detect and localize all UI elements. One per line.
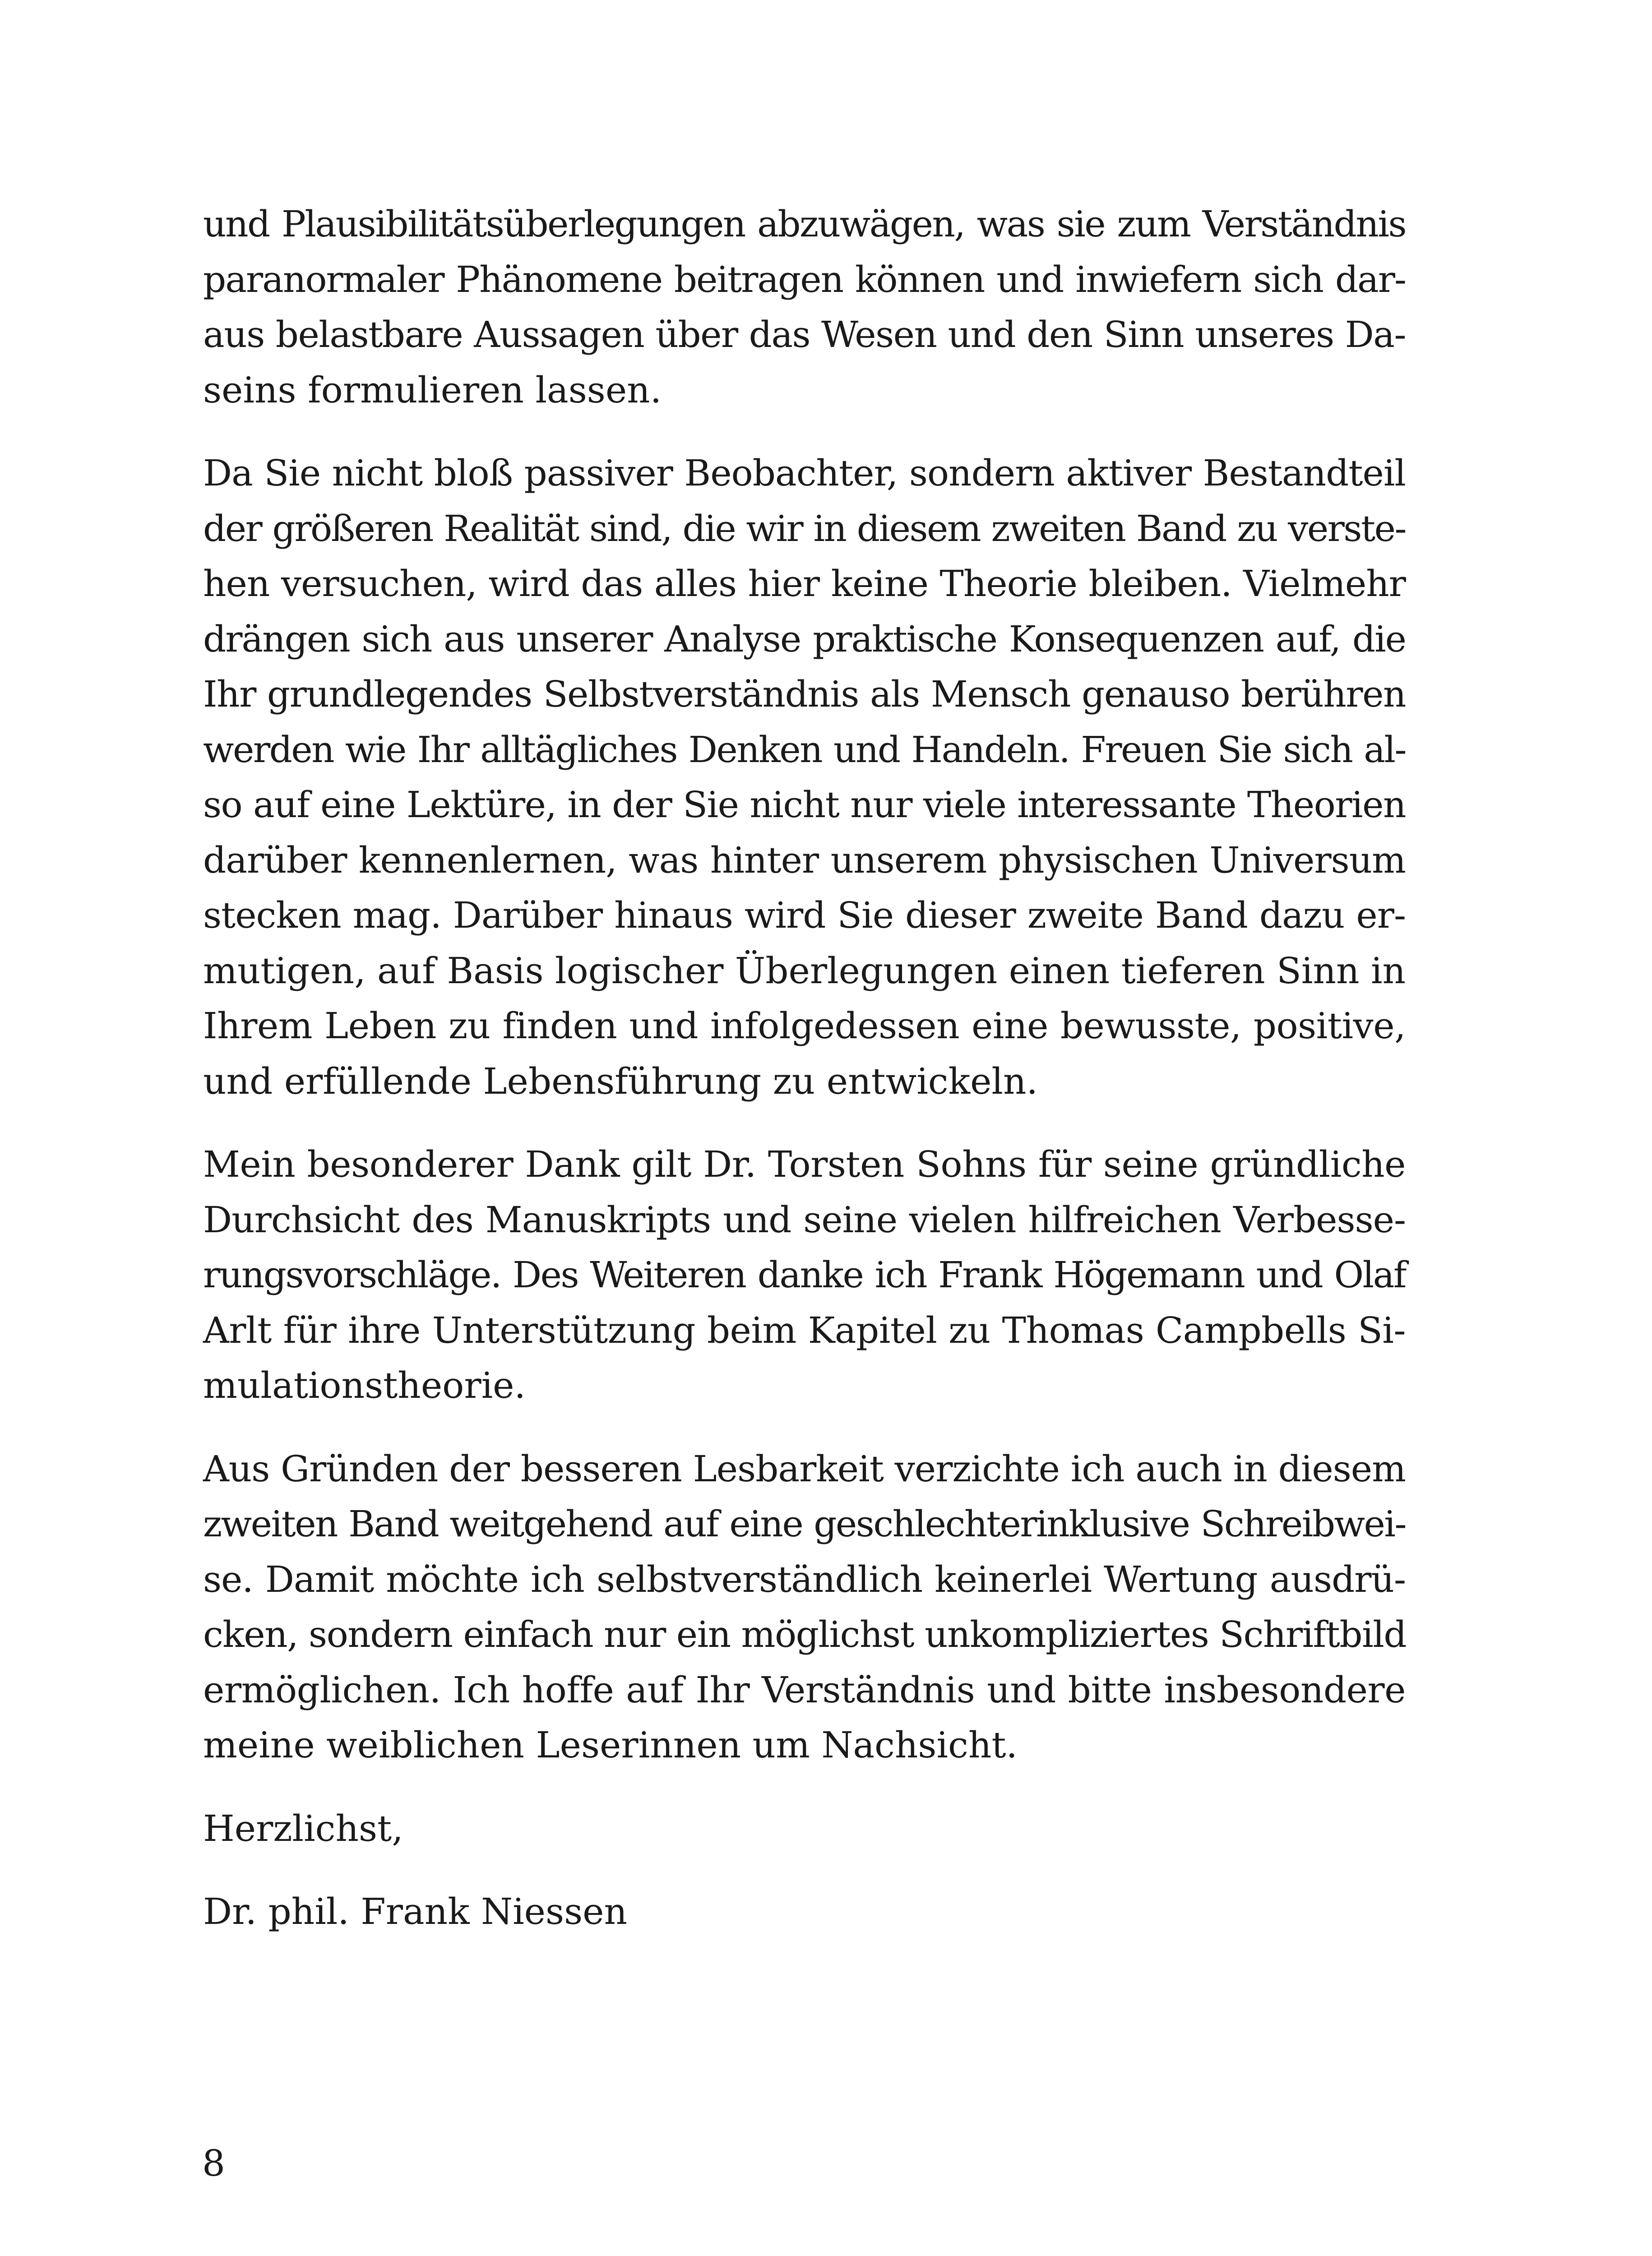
text-line: mutigen, auf Basis logischer Überlegungen einen tieferen Sinn in [203,949,1406,992]
text-line: aus belastbare Aussagen über das Wesen und den Sinn unseres Da- [203,314,1406,356]
text-line: Ihrem Leben zu finden und infolgedessen eine bewusste, positive, [203,1005,1406,1047]
text-line: ermöglichen. Ich hoffe auf Ihr Verständnis und bitte insbesondere [203,1669,1406,1711]
text-line: darüber kennenlernen, was hinter unserem physischen Universum [203,839,1406,881]
text-line: hen versuchen, wird das alles hier keine Theorie bleiben. Vielmehr [203,563,1406,605]
text-line: meine weiblichen Leserinnen um Nachsicht. [203,1724,1018,1766]
text-line: Arlt für ihre Unterstützung beim Kapitel zu Thomas Campbells Si- [203,1309,1406,1351]
text-line: und Plausibilitätsüberlegungen abzuwägen, was sie zum Verständnis [203,203,1406,245]
paragraph-gender-note [203,1442,1406,1773]
page-number: 8 [202,2142,225,2184]
body-text [203,197,1406,1968]
text-line: paranormaler Phänomene beitragen können und inwiefern sich dar- [203,258,1406,300]
paragraph-intro-continuation [203,197,1406,418]
text-line: drängen sich aus unserer Analyse praktische Konsequenzen auf, die [203,618,1406,660]
text-line: zweiten Band weitgehend auf eine geschlechterinklusive Schreibwei- [203,1503,1406,1545]
text-line: Da Sie nicht bloß passiver Beobachter, sondern aktiver Bestandteil [203,452,1406,494]
text-line: Ihr grundlegendes Selbstverständnis als Mensch genauso berühren [203,673,1406,715]
paragraph-acknowledgements [203,1137,1406,1414]
closing-salutation: Herzlichst, [203,1807,403,1849]
text-line: Durchsicht des Manuskripts und seine vielen hilfreichen Verbesse- [203,1198,1406,1241]
paragraph-reader-role [203,446,1406,1109]
text-line: se. Damit möchte ich selbstverständlich keinerlei Wertung ausdrü- [203,1558,1406,1600]
text-line: Mein besonderer Dank gilt Dr. Torsten Sohns für seine gründliche [203,1143,1406,1185]
text-line: mulationstheorie. [203,1364,526,1406]
text-line: und erfüllende Lebensführung zu entwickeln. [203,1060,1038,1102]
text-line: so auf eine Lektüre, in der Sie nicht nur viele interessante Theorien [203,784,1406,826]
text-line: seins formulieren lassen. [203,369,662,411]
text-line: werden wie Ihr alltägliches Denken und Handeln. Freuen Sie sich al- [203,728,1406,771]
author-signature: Dr. phil. Frank Niessen [203,1891,627,1932]
text-line: Aus Gründen der besseren Lesbarkeit verzichte ich auch in diesem [203,1447,1406,1490]
text-line: stecken mag. Darüber hinaus wird Sie dieser zweite Band dazu er- [203,894,1406,936]
text-line: rungsvorschläge. Des Weiteren danke ich Frank Högemann und Olaf [203,1254,1406,1296]
text-line: der größeren Realität sind, die wir in diesem zweiten Band zu verste- [203,507,1406,550]
text-line: cken, sondern einfach nur ein möglichst unkompliziertes Schriftbild [203,1613,1407,1655]
